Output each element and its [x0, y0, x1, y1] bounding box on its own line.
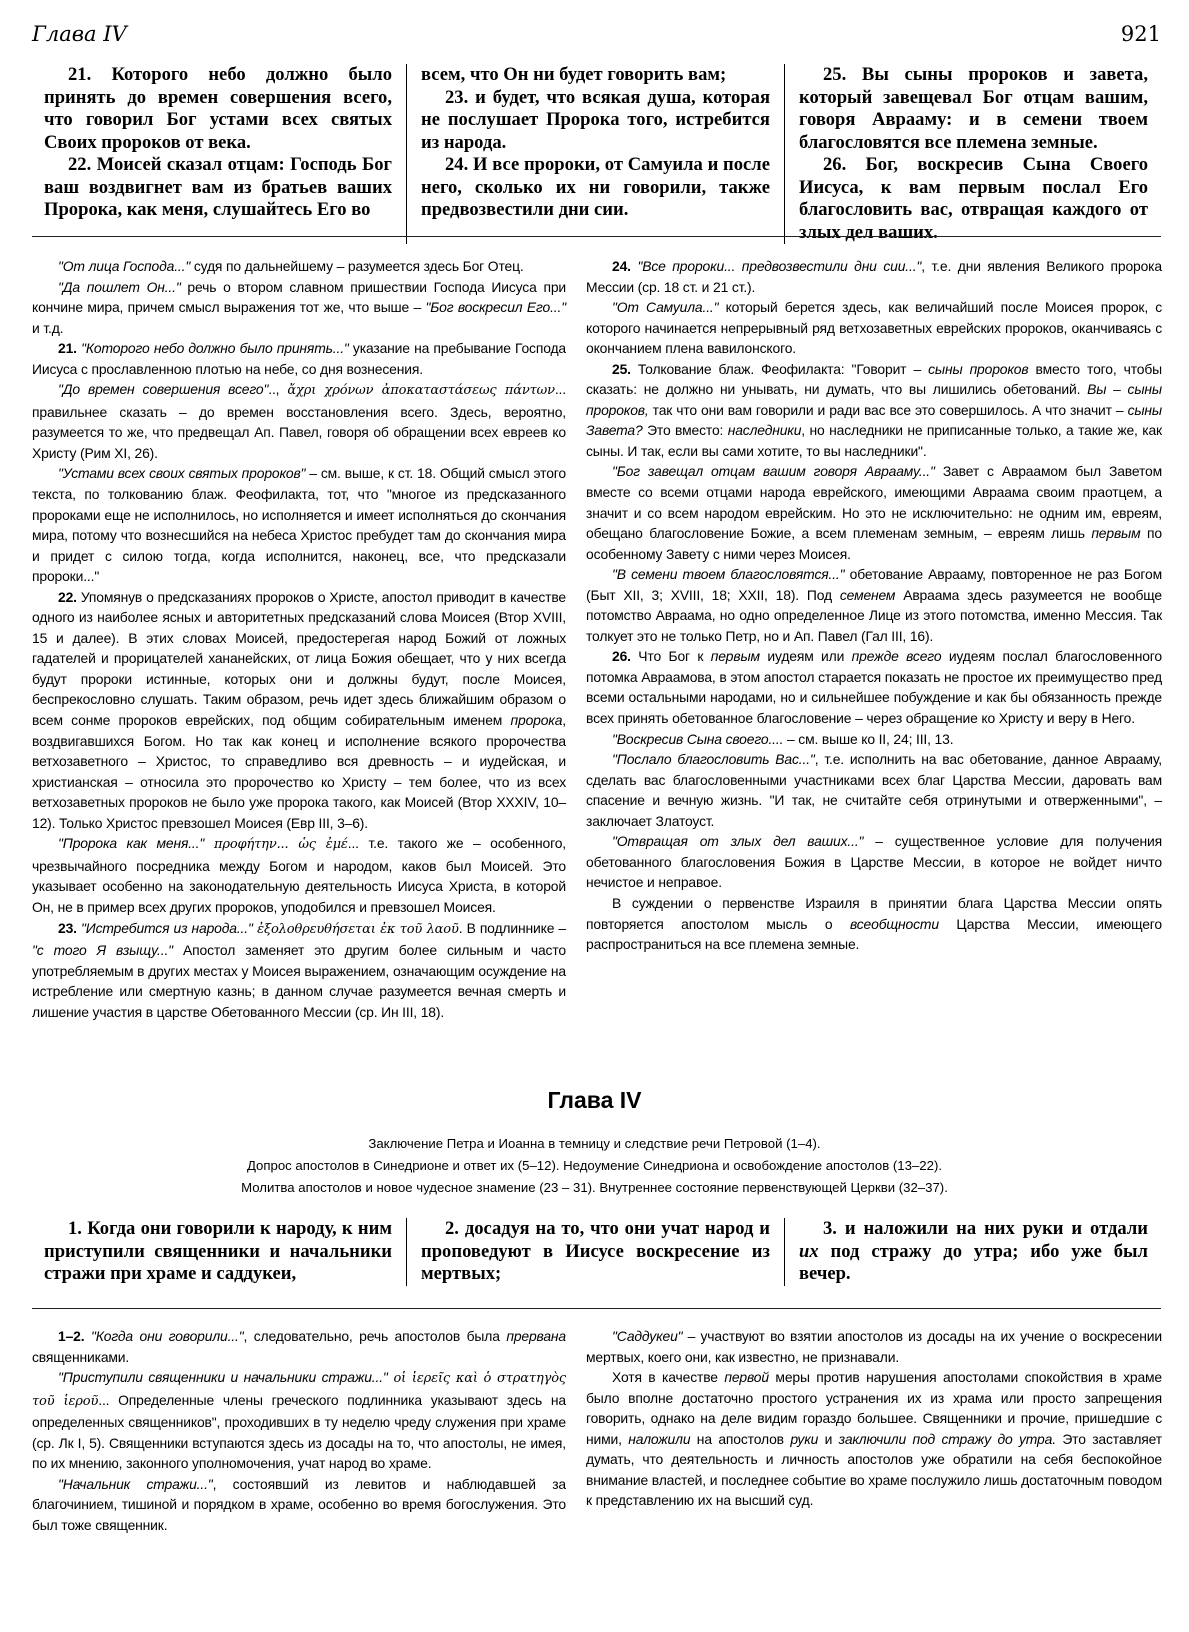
summary-line: Заключение Петра и Иоанна в темницу и следствие речи Петровой (1–4). — [368, 1136, 821, 1151]
commentary-top-left — [32, 256, 566, 1022]
divider-rule — [32, 1308, 1161, 1309]
page-number: 921 — [1120, 22, 1161, 46]
commentary-bottom-right — [586, 1326, 1162, 1511]
comment-paragraph: "Воскресив Сына своего.... – см. выше ко II, 24; III, 13. — [612, 730, 954, 747]
commentary-bottom-left — [32, 1326, 566, 1535]
comment-verse-24: 24. "Все пророки... предвозвестили дни сии...", т.е. дни явления Великого пророка Мессии (ср. 18 ст. и 21 ст.). — [586, 258, 1162, 295]
comment-paragraph: "Отвращая от злых дел ваших..." – существенное условие для получения обетованного благословения Божия в Царстве Мессии, в которое не войдет ничто нечистое и неправое. — [586, 833, 1162, 891]
verse-column-3 — [784, 1218, 1162, 1286]
comment-paragraph: "В семени твоем благословятся..." обетование Аврааму, повторенное не раз Богом (Быт XII, 3; XVIII, 18; XXII, 18). Под семенем Авраама здесь разумеется не вообще потомство Авраама, но одно определенное Лице из этого потомства, именно Мессия. Так толкует это не только Петр, но и Ап. Павел (Гал III, 16). — [586, 566, 1162, 644]
verse-1: 1. Когда они говорили к народу, к ним приступили священники и начальники стражи при храме и саддукеи, — [44, 1218, 392, 1284]
comment-verse-1-2: 1–2. "Когда они говорили...", следовательно, речь апостолов была прервана священниками. — [32, 1328, 566, 1365]
commentary-top-right — [586, 256, 1162, 955]
comment-paragraph: "От Самуила..." который берется здесь, как величайший после Моисея пророк, с которого начинается непрерывный ряд ветхозаветных еврейских пророков, оканчиваясь с окончанием плена вавилонского. — [586, 299, 1162, 357]
verse-21: 21. Которого небо должно было принять до времен совершения всего, что говорил Бог устами всех святых Своих пророков от века. — [44, 64, 392, 153]
verse-24: 24. И все пророки, от Самуила и после него, сколько их ни говорили, также предвозвестили дни сии. — [421, 154, 770, 220]
comment-verse-26: 26. Что Бог к первым иудеям или прежде всего иудеям послал благословенного потомка Авраамова, в этом апостол старается показать не простое их преимущество пред всеми остальными народами, но и сильнейшее побуждение и как бы обязанность прежде всех принять обетованное благословение – через обращение ко Христу и веру в Него. — [586, 648, 1162, 727]
comment-paragraph: "Устами всех своих святых пророков" – см. выше, к ст. 18. Общий смысл этого текста, по толкованию блаж. Феофилакта, тот, что "многое из предсказанного пророками еще не исполнилось, но исполняется и имеет исполняться до скончания мира, потому что вознесшийся на небеса Христос пребудет там до скончания мира и придет с силою тогда, когда исполнится, наконец, все, что предсказали пророки..." — [32, 465, 566, 585]
comment-paragraph: "Приступили священники и начальники стражи..." οἱ ἱερεῖς καὶ ὁ στρατηγὸς τοῦ ἱεροῦ... Определенные члены греческого подлинника указывают здесь на определенных священников", проходивших в ту неделю чреду служения при храме (ср. Лк I, 5). Священники вступаются здесь из досады на то, что апостолы, не имея, по их мнению, законного уполномочения, учат народ во храме. — [32, 1369, 567, 1472]
comment-paragraph: "Начальник стражи...", состоявший из левитов и наблюдавшей за благочинием, тишиной и порядком в храме, особенно во время богослужения. Это был тоже священник. — [32, 1475, 566, 1533]
verse-23: 23. и будет, что всякая душа, которая не послушает Пророка того, истребится из народа. — [421, 86, 770, 153]
verse-column-1 — [30, 64, 406, 244]
comment-paragraph: "До времен совершения всего".., ἄχρι χρόνων ἀποκαταστάσεως πάντων... правильнее сказать – до времен восстановления всего. Здесь, вероятно, разумеется то же, что предвещал Ап. Павел, говоря об обращении всех евреев ко Христу (Рим XI, 26). — [32, 381, 566, 461]
verse-26: 26. Бог, воскресив Сына Своего Иисуса, к вам первым послал Его благословить вас, отвращая каждого от злых дел ваших. — [799, 154, 1148, 243]
summary-line: Допрос апостолов в Синедрионе и ответ их (5–12). Недоумение Синедриона и освобождение апостолов (13–22). — [246, 1158, 943, 1173]
verse-22-cont: всем, что Он ни будет говорить вам; — [421, 64, 727, 85]
comment-paragraph: Хотя в качестве первой меры против нарушения апостолами спокойствия в храме было вполне достаточно простого устранения их из храма или просто запрещения говорить, однако на деле видим гораздо большее. Священники и прочие, пришедшие с ними, наложили на апостолов руки и заключили под стражу до утра. Это заставляет думать, что деятельность и личность апостолов уже обратили на себя беспокойное внимание властей, и последнее событие во храме послужило лишь достаточным поводом к представлению их на высший суд. — [586, 1369, 1162, 1509]
comment-paragraph: В суждении о первенстве Израиля в принятии блага Царства Мессии опять повторяется апостолом мысль о всеобщности Царства Мессии, имеющего распространиться на все племена земные. — [586, 894, 1162, 953]
comment-paragraph: "Послало благословить Вас...", т.е. исполнить на вас обетование, данное Аврааму, сделать вас благословенными участниками всех благ Царства Мессии, даровать вам спасение и вечную жизнь. "И так, не считайте себя отринутыми и отверженными", – заключает Златоуст. — [586, 751, 1162, 829]
comment-paragraph: "Саддукеи" – участвуют во взятии апостолов из досады на их учение о воскресении мертвых, коего они, как известно, не признавали. — [586, 1328, 1162, 1365]
comment-verse-23: 23. "Истребится из народа..." ἐξολοθρευθήσεται ἐκ τοῦ λαοῦ. В подлиннике – "с того Я взыщу..." Апостол заменяет это другим более сильным и часто употребляемым в других местах у Моисея выражением, означающим осуждение на истребление или смертную казнь; в данном случае разумеется вечная смерть и лишение участия в царстве Обетованного Мессии (ср. Ин III, 18). — [32, 919, 566, 1020]
verse-3: 3. и наложили на них руки и отдали их под стражу до утра; ибо уже был вечер. — [799, 1218, 1148, 1284]
verse-block-bottom — [30, 1218, 1162, 1286]
comment-paragraph: "Да пошлет Он..." речь о втором славном пришествии Господа Иисуса при кончине мира, причем смысл выражения тот же, что выше – "Бог воскресил Его..." и т.д. — [32, 278, 567, 336]
comment-paragraph: "Бог завещал отцам вашим говоря Аврааму..." Завет с Авраамом был Заветом вместе со всеми отцами народа еврейского, имеющими Авраама своим праотцем, а значит и со всем народом еврейским. Но это не исключительно: не одним им, евреям, обещано благословение Божие, а всем племенам земным, – евреям лишь первым по особенному Завету с ними через Моисея. — [586, 463, 1162, 562]
comment-paragraph: "Пророка как меня..." προφήτην... ὡς ἐμέ... т.е. такого же – особенного, чрезвычайного посредника между Богом и народом, каков был Моисей. Это указывает особенно на законодательную деятельность Иисуса Христа, в которой Он, не в пример всех других пророков, уподобился и превзошел Моисея. — [32, 835, 567, 915]
verse-column-2 — [406, 1218, 784, 1286]
summary-line: Молитва апостолов и новое чудесное знамение (23 – 31). Внутреннее состояние первенствующей Церкви (32–37). — [241, 1180, 948, 1195]
comment-verse-25: 25. Толкование блаж. Феофилакта: "Говорит – сыны пророков вместо того, чтобы сказать: не должно ни унывать, ни думать, что вы лишились обетований. Вы – сыны пророков, так что они вам говорили и ради вас все это совершилось. А что значит – сыны Завета? Это вместо: наследники, но наследники не приписанные только, а такие же, как сыны. И так, если вы сами хотите, то вы наследники". — [586, 360, 1162, 459]
divider-rule — [32, 236, 1161, 237]
chapter-title: Глава IV — [547, 1087, 642, 1113]
comment-paragraph: "От лица Господа..." судя по дальнейшему – разумеется здесь Бог Отец. — [58, 258, 524, 274]
verse-column-2 — [406, 64, 784, 244]
verse-25: 25. Вы сыны пророков и завета, который завещевал Бог отцам вашим, говоря Аврааму: и в семени твоем благословятся все племена земные. — [799, 64, 1148, 153]
verse-block-top — [30, 64, 1162, 244]
verse-22: 22. Моисей сказал отцам: Господь Бог ваш воздвигнет вам из братьев ваших Пророка, как меня, слушайтесь Его во — [44, 154, 392, 220]
comment-verse-22: 22. Упомянув о предсказаниях пророков о Христе, апостол приводит в качестве одного из наиболее ясных и авторитетных предсказаний слова Моисея (Втор XVIII, 15 и далее). В этих словах Моисей, предостерегая народ Божий от ложных гадателей и прорицателей хананейских, от лица Божия обещает, что у них всегда будут пророки истинные, которых они и должны будут, после Моисея, беспрекословно слушать. Таким образом, речь идет здесь ближайшим образом о всем сонме пророков еврейских, под общим собирательным именем пророка, воздвигавшихся Богом. Но так как конец и исполнение всякого пророчества ветхозаветного – Христос, то справедливо вся древность – и иудейская, и христианская – относила это пророчество ко Христу – тем более, что из всех ветхозаветных пророков не было уже пророка такого, как Моисей (Втор XXXIV, 10–12). Только Христос превзошел Моисея (Евр III, 3–6). — [32, 588, 566, 831]
chapter-summary — [60, 1133, 1129, 1199]
comment-verse-21: 21. "Которого небо должно было принять..." указание на пребывание Господа Иисуса с прославленною плотью на небе, со дня вознесения. — [32, 340, 566, 377]
verse-2: 2. досадуя на то, что они учат народ и проповедуют в Иисусе воскресение из мертвых; — [421, 1218, 770, 1284]
verse-column-1 — [30, 1218, 406, 1286]
verse-column-3 — [784, 64, 1162, 244]
running-head: Глава IV — [32, 22, 127, 46]
